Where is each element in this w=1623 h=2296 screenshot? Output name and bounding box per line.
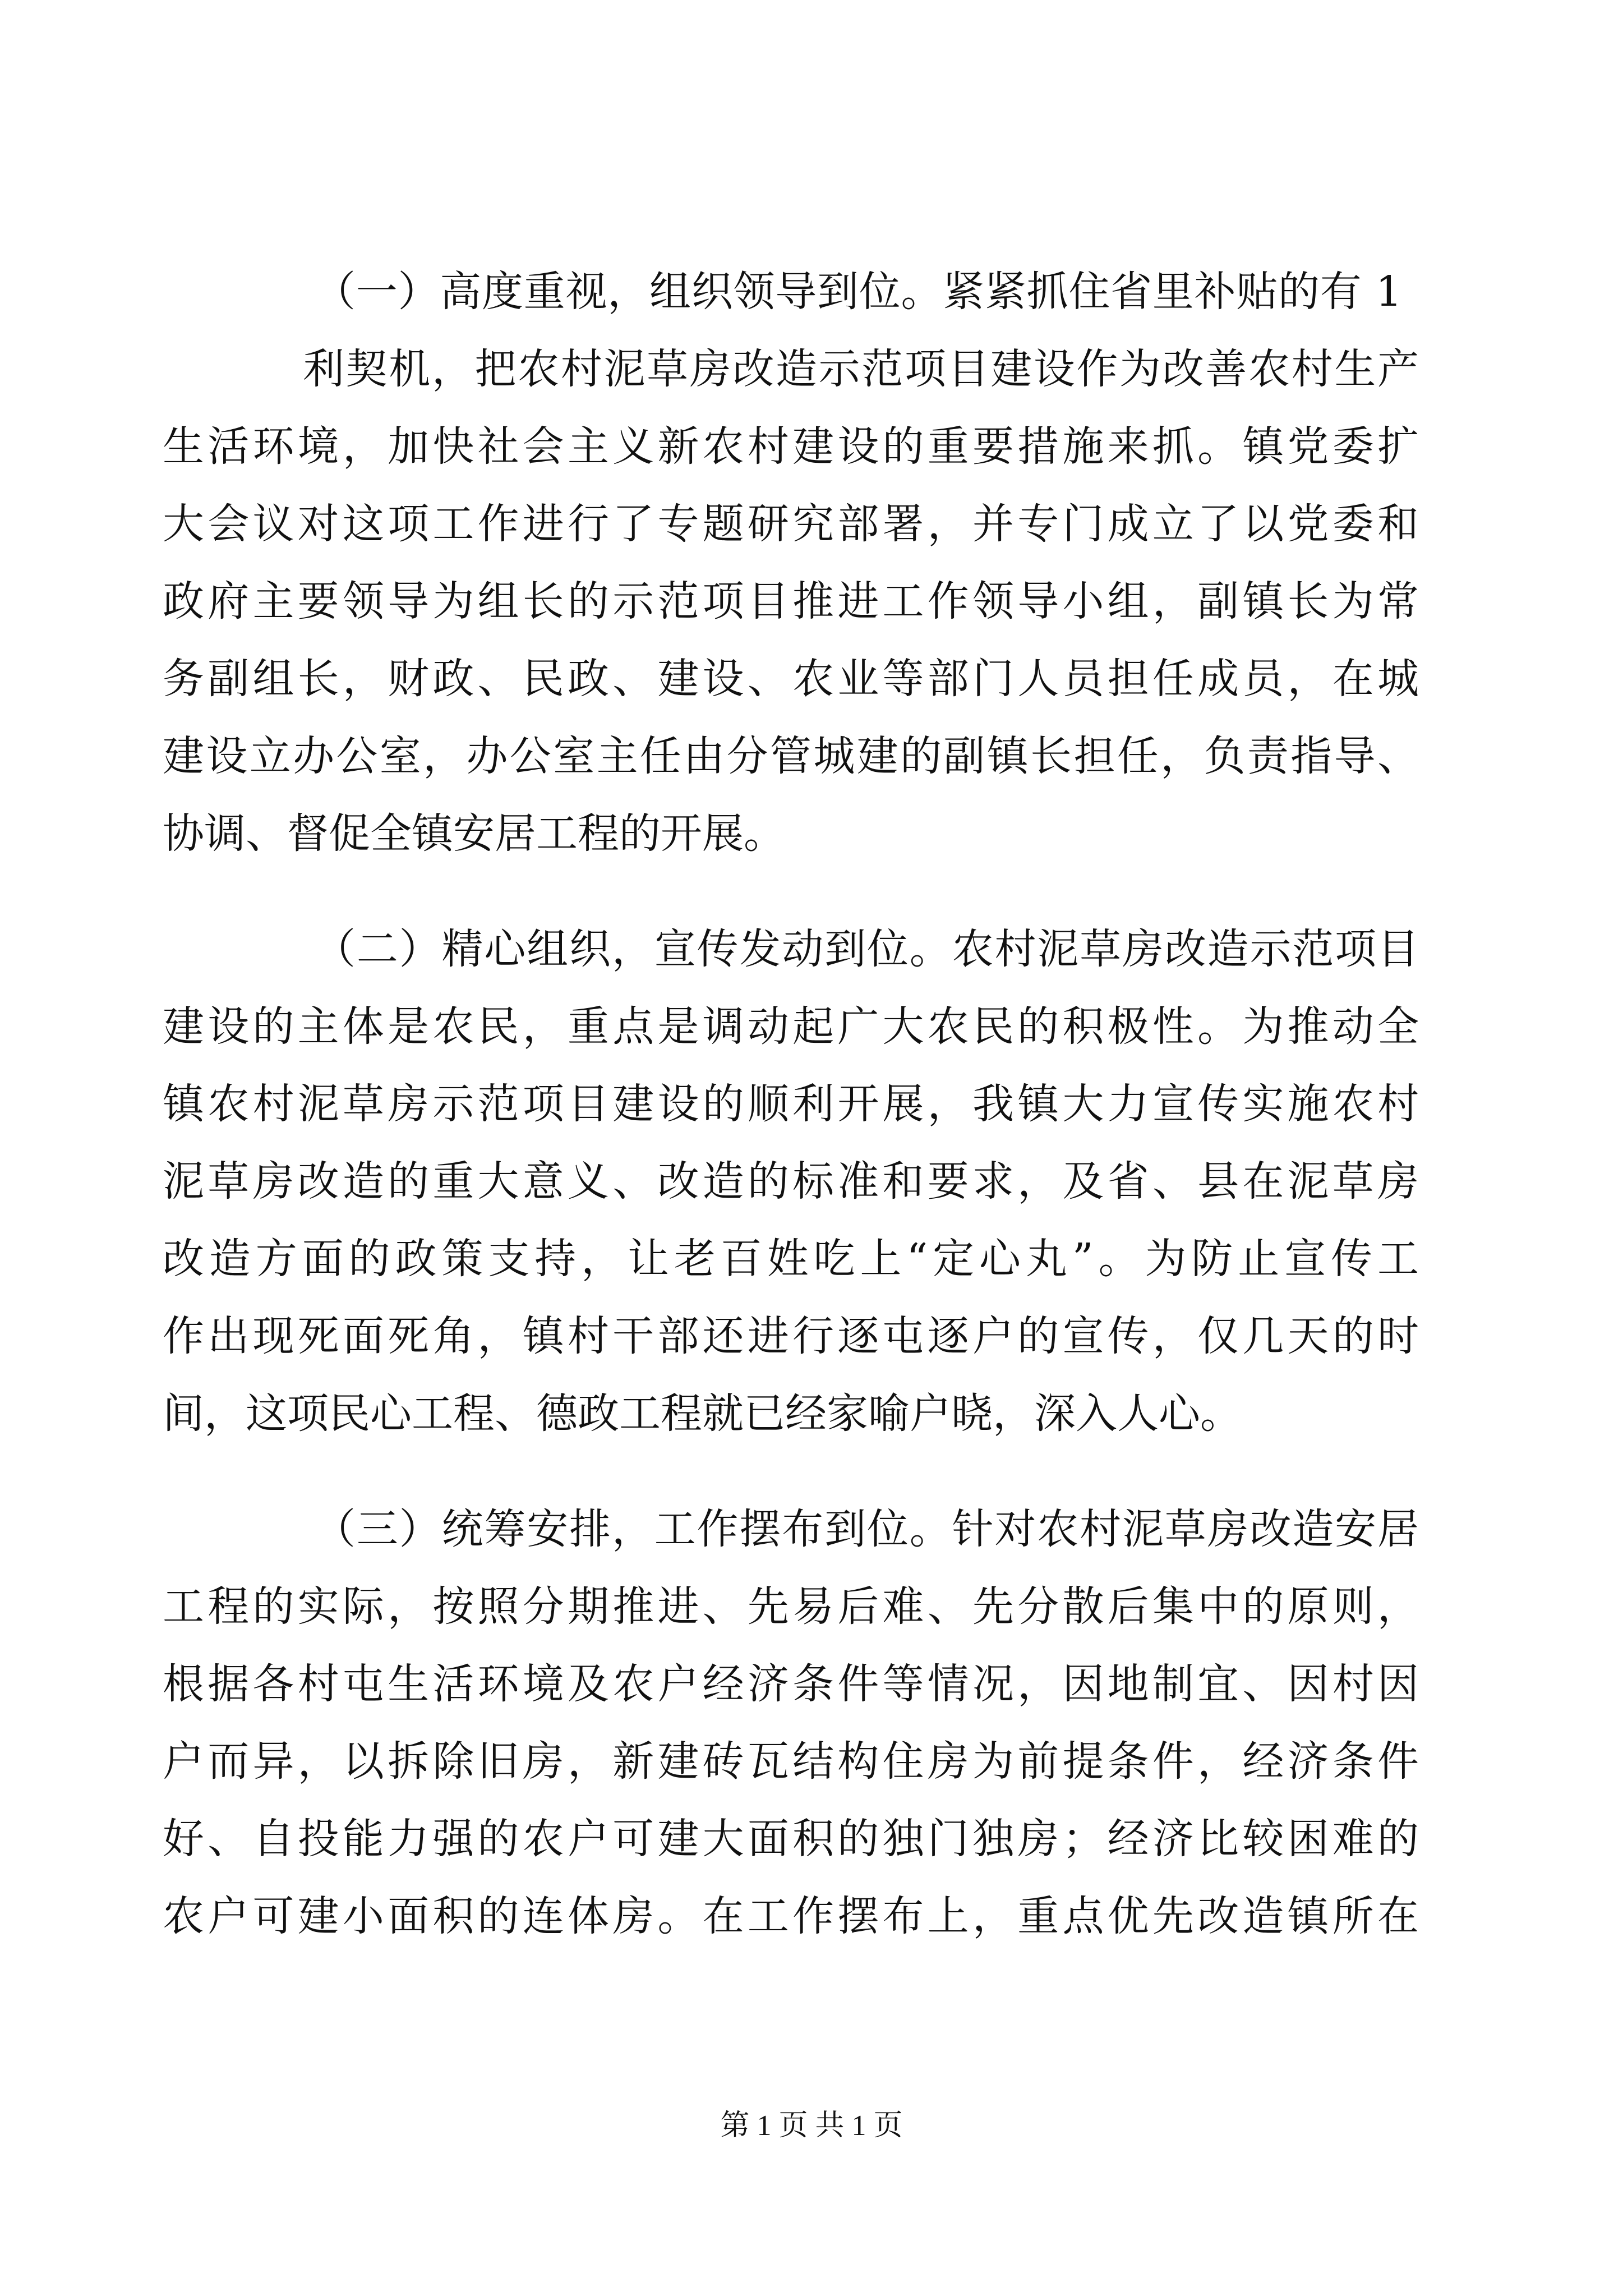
paragraph-1-line-4: 大会议对这项工作进行了专题研究部署，并专门成立了以党委和 — [163, 500, 1419, 548]
paragraph-2-line-7: 间，这项民心工程、德政工程就已经家喻户晓，深入人心。 — [163, 1389, 1242, 1438]
paragraph-1-line-8: 协调、督促全镇安居工程的开展。 — [163, 809, 785, 858]
paragraph-3-line-2: 工程的实际，按照分期推进、先易后难、先分散后集中的原则， — [163, 1582, 1419, 1631]
paragraph-3-line-6: 农户可建小面积的连体房。在工作摆布上，重点优先改造镇所在 — [163, 1892, 1419, 1940]
paragraph-2-line-6: 作出现死面死角，镇村干部还进行逐屯逐户的宣传，仅几天的时 — [163, 1312, 1419, 1360]
paragraph-1-line-5: 政府主要领导为组长的示范项目推进工作领导小组，副镇长为常 — [163, 577, 1419, 625]
paragraph-3-line-1: （三）统筹安排，工作摆布到位。针对农村泥草房改造安居 — [314, 1505, 1419, 1553]
paragraph-1-line-1: （一）高度重视，组织领导到位。紧紧抓住省里补贴的有 1 — [314, 268, 1402, 316]
paragraph-3-line-5: 好、自投能力强的农户可建大面积的独门独房；经济比较困难的 — [163, 1815, 1419, 1863]
paragraph-2-line-5: 改造方面的政策支持，让老百姓吃上“定心丸”。为防止宣传工 — [163, 1235, 1419, 1283]
paragraph-1-line-3: 生活环境，加快社会主义新农村建设的重要措施来抓。镇党委扩 — [163, 422, 1419, 471]
page-footer: 第 1 页 共 1 页 — [720, 2110, 903, 2142]
paragraph-2-line-3: 镇农村泥草房示范项目建设的顺利开展，我镇大力宣传实施农村 — [163, 1080, 1419, 1128]
paragraph-1-line-6: 务副组长，财政、民政、建设、农业等部门人员担任成员，在城 — [163, 655, 1419, 703]
paragraph-2-line-1: （二）精心组织，宣传发动到位。农村泥草房改造示范项目 — [314, 925, 1419, 973]
paragraph-3-line-4: 户而异，以拆除旧房，新建砖瓦结构住房为前提条件，经济条件 — [163, 1737, 1419, 1786]
paragraph-2-line-2: 建设的主体是农民，重点是调动起广大农民的积极性。为推动全 — [163, 1002, 1419, 1051]
paragraph-3-line-3: 根据各村屯生活环境及农户经济条件等情况，因地制宜、因村因 — [163, 1660, 1419, 1708]
paragraph-1-line-2: 利契机，把农村泥草房改造示范项目建设作为改善农村生产 — [303, 345, 1419, 393]
paragraph-2-line-4: 泥草房改造的重大意义、改造的标准和要求，及省、县在泥草房 — [163, 1157, 1419, 1205]
paragraph-1-line-7: 建设立办公室，办公室主任由分管城建的副镇长担任，负责指导、 — [163, 732, 1419, 780]
